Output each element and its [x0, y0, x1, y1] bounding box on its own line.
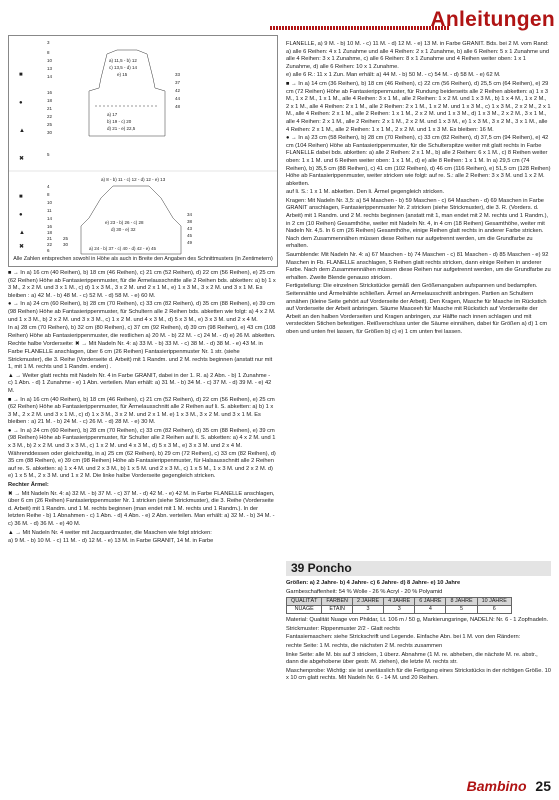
yarn-quantity-table: [286, 597, 512, 614]
pattern-diagrams: [8, 35, 278, 267]
table-header: FARBEN: [322, 598, 353, 606]
diagram2-left-label: 30: [63, 242, 69, 247]
diagram2-right-label: 34: [187, 212, 193, 217]
poncho-section: [286, 580, 551, 684]
poncho-sizes: Größen: a) 2 Jahre- b) 4 Jahre- c) 6 Jahre- d) 8 Jahre- e) 10 Jahre: [286, 580, 461, 586]
magazine-name: Bambino: [466, 778, 527, 794]
paragraph: Maschenprobe: Wichtig: sie ist unerlässlich für die Fertigung eines Strickstücks in der richtigen Größe. 10 x 10 cm glatt rechts. Mit Nadeln Nr. 6 - 14 M. und 20 Reihen.: [286, 667, 551, 682]
diagram2-top-label: a) 8 - b) 11 - c) 12 - d) 12 - e) 13: [101, 177, 166, 182]
diagram2-left-label: 11: [47, 208, 52, 213]
diagram2-left-label: 16: [47, 224, 53, 229]
diagram1-left-label: 25: [47, 122, 53, 127]
diagram2-left-label: 4: [47, 184, 50, 189]
table-cell: 3: [384, 606, 415, 614]
table-cell: NUAGE: [287, 606, 322, 614]
diagram2-right-label: 45: [187, 233, 193, 238]
diagram1-inner-label: e) 15: [117, 72, 128, 77]
diagram1-right-label: 42: [175, 88, 181, 93]
diagram1-cross-marker: ✖: [19, 156, 25, 162]
right-column-text: [286, 41, 551, 338]
paragraph: ▲ → Mit Nadeln Nr. 4 weiter mit Jacquardmuster, die Maschen wie folgt stricken:: [8, 529, 212, 536]
paragraph: a) 9 M. - b) 10 M. - c) 11 M. - d) 12 M. - e) 13 M. in Farbe GRANIT, 14 M. in Farbe: [8, 538, 214, 545]
table-cell: 6: [477, 606, 511, 614]
diagram1-right-label: 37: [175, 80, 181, 85]
table-header: 10 JAHRE: [477, 598, 511, 606]
paragraph: e) alle 6 R.: 11 x 1 Zun. Man erhält: a) 44 M. - b) 50 M. - c) 54 M. - d) 58 M. - e) 62 M.: [286, 72, 501, 79]
diagram2-left-label: 21: [47, 236, 53, 241]
diagram1-left-label: 16: [47, 90, 53, 95]
table-header: 2 JAHRE: [352, 598, 383, 606]
diagram-note: Alle Zahlen entsprechen sowohl in Höhe als auch in Breite den Angaben des Schnittmusters (in Zentimetern): [13, 256, 273, 263]
paragraph: Rechte halbe Vorderseite: ✖ → Mit Nadeln Nr. 4: a) 33 M. - b) 33 M. - c) 38 M. - d) 38 M. - e) 43 M. in Farbe FLANELLE anschlagen, über 6 cm (26 Reihen) Fantasierippenmuster Nr. 1 str. (siehe Strickmuster), die 3. Reihe (Vorderseite d. Arbeit) mit 1 Randm. und 2 M. rechts beginnen (anstatt nur mit 1, mit 1 M. rechts und 1 Randm. enden) .: [8, 341, 273, 371]
diagram1-left-label: 22: [47, 114, 53, 119]
diagram2-square-marker: ■: [19, 194, 23, 200]
paragraph: Saumblende: Mit Nadeln Nr. 4: a) 67 Maschen - b) 74 Maschen - c) 81 Maschen - d) 85 Maschen - e) 92 Maschen in Fb. FLANELLE anschlagen, 5 Reihen glatt rechts stricken, dann einige Reihen in anderer Farbe. Nach dem Zusammennähen müssen diese Reihen nur aufgetrennt werden, um die Grundfarbe zu erhalten. Zweite Blende genauso stricken.: [286, 252, 551, 281]
diagram2-right-label: 38: [187, 219, 193, 224]
table-header: 4 JAHRE: [384, 598, 415, 606]
paragraph: linke Seite: alle M. bis auf 3 stricken, 1 überz. Abnahme (1 M. re. abheben, die nächste M. re. abstr., dann die abgehobene über gestr. M. ziehen), die letzte M. rechts str.: [286, 651, 538, 666]
diagram2-left-label: 8: [47, 192, 50, 197]
diagram1-left-label: 13: [47, 66, 53, 71]
page-header: [270, 8, 555, 34]
diagram2-inner-label: d) 30 - e) 32: [111, 227, 136, 232]
paragraph: Fantasiemaschen: siehe Strickschrift und Legende. Einfache Abn. bei 1 M. von den Rändern:: [286, 634, 521, 641]
diagram1-triangle-marker: ▲: [19, 128, 25, 134]
page-number: 25: [535, 778, 551, 794]
page-title: Anleitungen: [430, 8, 555, 31]
diagram2-inner-label: e) 23 - b) 26 - c) 28: [105, 220, 144, 225]
diagram1-left-label: 14: [47, 74, 53, 79]
diagram1-inner-label: b) 19 - c) 20: [107, 119, 132, 124]
table-cell: ETAIN: [322, 606, 353, 614]
table-cell: 4: [415, 606, 446, 614]
header-decor-bar: [270, 26, 450, 30]
diagram1-square-marker: ■: [19, 72, 23, 78]
diagram1-left-label: 10: [47, 58, 53, 63]
paragraph: ■ → In a) 14 cm (36 Reihen), b) 18 cm (46 Reihen), c) 22 cm (56 Reihen), d) 25,5 cm (64 Reihen), e) 29 cm (72 Reihen) Höhe ab Fantasierippenmuster, für Rundung beiderseits alle 2 Reihen abketten: a) 1 x 3 M., 1 x 2 M., 1 x 1 M., alle 4 Reihen: 3 x 1 M., alle 2 Reihen: 1 x 2 M. und 1 x 3 M., b) 1 x 4 M., 1 x 2 M., 2 x 1 M., alle 4 Reihen: 2 x 1 M., alle 2 Reihen: 2 x 1 M., 1 x 2 M. und 1 x 3 M., c) 1 x 3 M., 2 x 2 M., 2 x 1 M., alle 4 Reihen: 2 x 1 M., alle 2 Reihen: 1 x 1 M., 2 x 2 M. und 1 x 3 M., d) 1 x 3 M., 2 x 2 M., 3 x 1 M., alle 4 Reihen: 2 x 1 M., alle 2 Reihen: 2 x 1 M., 2 x 2 M. und 1 x 3 M., e) 1 x 3 M., 3 x 2 M., 3 x 1 M., alle 4 Reihen: 2 x 1 M., alle 2 Reihen: 1 x 1 M., 2 x 2 M. und 1 x 3 M. Es bleiben: 16 M.: [286, 80, 551, 133]
paragraph: ▲ → Weiter glatt rechts mit Nadeln Nr. 4 in Farbe GRANIT, dabei in der 1. R. a) 2 Abn. - b) 1 Zunahme - c) 1 Abn. - d) 1 Zunahme - e) 1 Abn. verteilen. Man erhält: a) 31 M. - b) 34 M. - c) 37 M. - d) 39 M. - e) 42 M.: [8, 372, 272, 394]
paragraph: Material: Qualität Nuage von Phildar, Lt. 106 m / 50 g, Markierungsringe, NADELN: Nr. 6 - 1 Zopfnadeln.: [286, 617, 549, 624]
diagram2-right-label: 49: [187, 240, 193, 245]
diagram1-left-label: 3: [47, 40, 50, 45]
diagram1-right-label: 48: [175, 104, 181, 109]
diagram2-left-label: 10: [47, 200, 53, 205]
diagram1-left-label: 21: [47, 106, 53, 111]
diagram1-left-label: 18: [47, 98, 53, 103]
table-header: 8 JAHRE: [446, 598, 477, 606]
diagram1-inner-label: c) 13,5 - d) 14: [109, 65, 138, 70]
diagram2-cross-marker: ✖: [19, 244, 25, 250]
table-row: [287, 606, 512, 614]
diagram2-left-label: 14: [47, 216, 53, 221]
paragraph: rechte Seite: 1 M. rechts, die nächsten 2 M. rechts zusammen: [286, 642, 443, 649]
diagram2-circle-marker: ●: [19, 212, 23, 218]
table-header-row: [287, 598, 512, 606]
paragraph: Strickmuster: Rippenmuster 2/2 - Glatt rechts: [286, 625, 400, 632]
pattern-diagram-svg: [9, 36, 277, 266]
paragraph: ■ → In a) 16 cm (40 Reihen), b) 18 cm (46 Reihen), c) 21 cm (52 Reihen), d) 22 cm (56 Reihen), e) 25 cm (62 Reihen) Höhe ab Fantasierippenmuster, für die Ärmelausschnitte alle 2 Reihen bds. abketten: a) b) 1 x 3 M., 2 x 2 M. und 3 x 1 M., c) d) 1 x 3 M., 3 x 2 M. und 2 x 1 M., e) 1 x 3 M., 3 x 2 M. und 3 x 1 M. Es bleiben : a) 42 M. - b) 48 M. - c) 52 M. - d) 58 M. - e) 60 M.: [8, 270, 276, 299]
table-cell: 3: [352, 606, 383, 614]
diagram1-left-label: 8: [47, 50, 50, 55]
section-heading: Rechter Ärmel:: [8, 482, 49, 489]
diagram1-left-label: 5: [47, 152, 50, 157]
diagram1-inner-label: a) 17: [107, 112, 118, 117]
table-header: QUALITÄT: [287, 598, 322, 606]
paragraph: auf li. S.: 1 x 1 M. abketten. Den li. Ärmel gegengleich stricken.: [286, 189, 445, 196]
left-column-text: [8, 270, 276, 547]
table-cell: 5: [446, 606, 477, 614]
diagram2-left-label: 6: [47, 248, 50, 253]
diagram1-circle-marker: ●: [19, 100, 23, 106]
poncho-composition: Garnbeschaffenheit: 54 % Wolle - 26 % Acryl - 20 % Polyamid: [286, 588, 443, 595]
paragraph: ✖ → Mit Nadeln Nr. 4: a) 32 M. - b) 37 M. - c) 37 M. - d) 42 M. - e) 42 M. in Farbe FLANELLE anschlagen, über 6 cm (26 Reihen) Fantasierippenmuster Nr. 1 stricken (siehe Strickmuster), die 3. Reihe (Vorderseite d. Arbeit) mit 1 Randm. und 1 M. rechts beginnen (man endet mit 1 M. rechts und 1 Randm.). In der letzten Reihe - b) 1 Abnahmen - c) 1 Abn. - d) 4 Abn. - e) 2 Abn. verteilen. Man erhält: a) 32 M. - b) 34 M. - c) 36 M. - d) 36 M. - e) 40 M.: [8, 490, 275, 527]
paragraph: ● → In a) 24 cm (60 Reihen), b) 28 cm (70 Reihen), c) 33 cm (82 Reihen), d) 35 cm (88 Reihen), e) 39 cm (98 Reihen) Höhe ab Fantasierippenmuster, für Schultern alle 2 Reihen bds. abketten wie folgt: a) 4 x 2 M. und 1 x 3 M., b) 2 x 2 M. und 3 x 3 M., c) 1 x 2 M. und 4 x 3 M., d) 5 x 3 M., e) 3 x 3 M. und 2 x 4 M.: [8, 301, 276, 323]
diagram1-left-label: 30: [47, 130, 53, 135]
paragraph: ■ → In a) 16 cm (40 Reihen), b) 18 cm (46 Reihen), c) 21 cm (52 Reihen), d) 22 cm (56 Reihen), e) 25 cm (62 Reihen) Höhe ab Fantasierippenmuster, für Ärmelausschnitt alle 2 Reihen auf li. S. abketten: a) b) 1 x 3 M., 2 x 2 M. und 3 x 1 M., c) d) 1 x 3 M., 3 x 2 M. und 2 x 1 M. e) 1 x 3 M., 3 x 2 M. und 3 x 1 M. Es bleiben : a) 21 M. - b) 24 M. - c) 26 M. - d) 28 M. - e) 30 M.: [8, 396, 275, 426]
diagram2-left-label: 18: [47, 230, 53, 235]
paragraph: ● → In a) 23 cm (58 Reihen), b) 28 cm (70 Reihen), c) 33 cm (82 Reihen), d) 37,5 cm (94 Reihen), e) 42 cm (104 Reihen) Höhe ab Fantasierippenmuster, für die Schulterspitze weiter mit glatt rechts in Farbe FLANELLE dabei bds. abketten: a) alle 2 Reihen: 2 x 1 M., b) alle 2 Reihen: 6 x 1 M., c) 8 Reihen weiter oben: 1 x 1 M. und 6 Reihen weiter oben: 1 x 1 M., d) e) alle 8 Reihen: 1 x 1 M. In a) 29,5 cm (74 Reihen), b) 35,5 cm (88 Reihen), c) 41 cm (102 Reihen), d) 46 cm (116 Reihen), e) 51,5 cm (128 Reihen) Höhe ab Fantasierippenmuster, weiter stricken wie folgt: auf re. S.: alle 2 Reihen: 3 x 3 M. und 1 x 2 M. abketten.: [286, 135, 551, 187]
page-footer: [467, 778, 551, 794]
diagram1-right-label: 33: [175, 72, 181, 77]
diagram1-row-markers: [19, 72, 25, 162]
diagram1-inner-label: d) 21 - e) 22,5: [107, 126, 136, 131]
paragraph: ● → In a) 24 cm (60 Reihen), b) 28 cm (70 Reihen), c) 33 cm (82 Reihen), d) 35 cm (88 Reihen), e) 39 cm (98 Reihen) Höhe ab Fantasierippenmuster, für Schulter alle 2 Reihen auf li. S. abketten: a) 4 x 2 M. und 1 x 3 M., b) 2 x 2 M. und 3 x 3 M., c) 1 x 2 M. und 4 x 3 M., d) 5 x 3 M., e) 3 x 3 M. und 2 x 4 M. Währenddessen oder gleichzeitig, in a) 25 cm (62 Reihen), b) 29 cm (72 Reihen), c) 33 cm (82 Reihen), d) 35 cm (88 Reihen), e) 39 cm (98 Reihen) Höhe ab Fantasierippenmuster, für Halsausschnitt alle 2 Reihen auf re. S. abketten: a) 1 x 4 M. und 2 x 3 M., b) 1 x 5 M. und 2 x 3 M., c) 1 x 5 M., 1 x 3 M. und 2 x 2 M. d) e) 1 x 5 M., 2 x 3 M. und 1 x 2 M. Die linke halbe Vorderseite gegengleich stricken.: [8, 427, 276, 480]
poncho-section-title: 39 Poncho: [286, 561, 551, 576]
paragraph: FLANELLE, a) 9 M. - b) 10 M. - c) 11 M. - d) 12 M. - e) 13 M. in Farbe GRANIT. Bds. bei 2 M. vom Rand: a) alle 6 Reihen: 4 x 1 Zunahme und alle 4 Reihen: 2 x 1 Zunahme, b) alle 6 Reihen: 5 x 1 Zunahme und alle 4 Reihen: 3 x 1 Zunahme, c) alle 6 Reihen: 8 x 1 Zunahme und 4 Reihen weiter oben: 1 x 1 Zunahme, d) alle 6 Reihen: 10 x 1 Zunahme.: [286, 41, 550, 70]
paragraph: Fertigstellung: Die einzelnen Strickstücke gemäß den Größenangaben aufspannen und bedampfen. Seitennähte und Ärmelnähte schließen. Ärmel an Armelausschnitt anbringen. Partien an Schultern annähen (kleine Seite gehört auf Vorderseite der Arbeit). Den Kragen, Masche für Masche im Rückstich auf Vorderseite der Arbeit anbringen. Säume Masceeh für Masche mit Rückstich auf Vorderseite der Arbeit an den halben Vorderseiten und Kragen anbringen, zur Hälfte nach innen schlagen und mit versteckten Stichen befestigen. Reißverschluss unter die Säume einnähen, dabei für Größen a) d) 1 cm oben und unten frei lassen, für Größen b) c) e) 1 cm unten frei lassen.: [286, 283, 548, 335]
diagram2-left-label: 22: [47, 242, 53, 247]
diagram1-inner-label: a) 11,5 - b) 12: [109, 58, 137, 63]
table-header: 6 JAHRE: [415, 598, 446, 606]
diagram1-right-label: 44: [175, 96, 181, 101]
paragraph: In a) 28 cm (70 Reihen), b) 32 cm (80 Reihen), c) 37 cm (92 Reihen), d) 39 cm (98 Reihen), e) 43 cm (108 Reihen) Höhe ab Fantasierippenmuster, die restlichen a) 20 M. - b) 22 M. - c) 24 M. - d) e) 26 M. abketten.: [8, 325, 276, 339]
diagram2-inner-label: a) 24 - b) 37 - c) 40 - d) 42 - e) 45: [89, 246, 157, 251]
diagram2-left-label: 25: [63, 236, 69, 241]
diagram2-triangle-marker: ▲: [19, 230, 25, 236]
diagram2-row-markers: [19, 194, 25, 250]
paragraph: Kragen: Mit Nadeln Nr. 3,5: a) 54 Maschen - b) 59 Maschen - c) 64 Maschen - d) 69 Maschen in Farbe GRANIT anschlagen, Fantasierippenmuster Nr. 2 stricken (siehe Strickmuster), die 3. R. (Vorders. d. Arbeit) mit 1 Randm. und 2 M. rechts beginnen (anstatt mit 1, man endet mit 2 M. rechts und 1 Randm.), in 2 cm (10 Reihen) Gesamthöhe, weiter mit Nadeln Nr. 4, in 4 cm (18 Reihen) Gesamthöhe, weiter mit Nadeln Nr. 4,5. In 6 cm (26 Reihen) Gesamthöhe, einige Reihen glatt rechts in anderer Farbe stricken. Nach dem Zusammennähen müssen diese Reihen nur aufgetrennt werden, um die Grundfarbe zu erhalten.: [286, 197, 549, 250]
diagram2-right-label: 43: [187, 226, 193, 231]
